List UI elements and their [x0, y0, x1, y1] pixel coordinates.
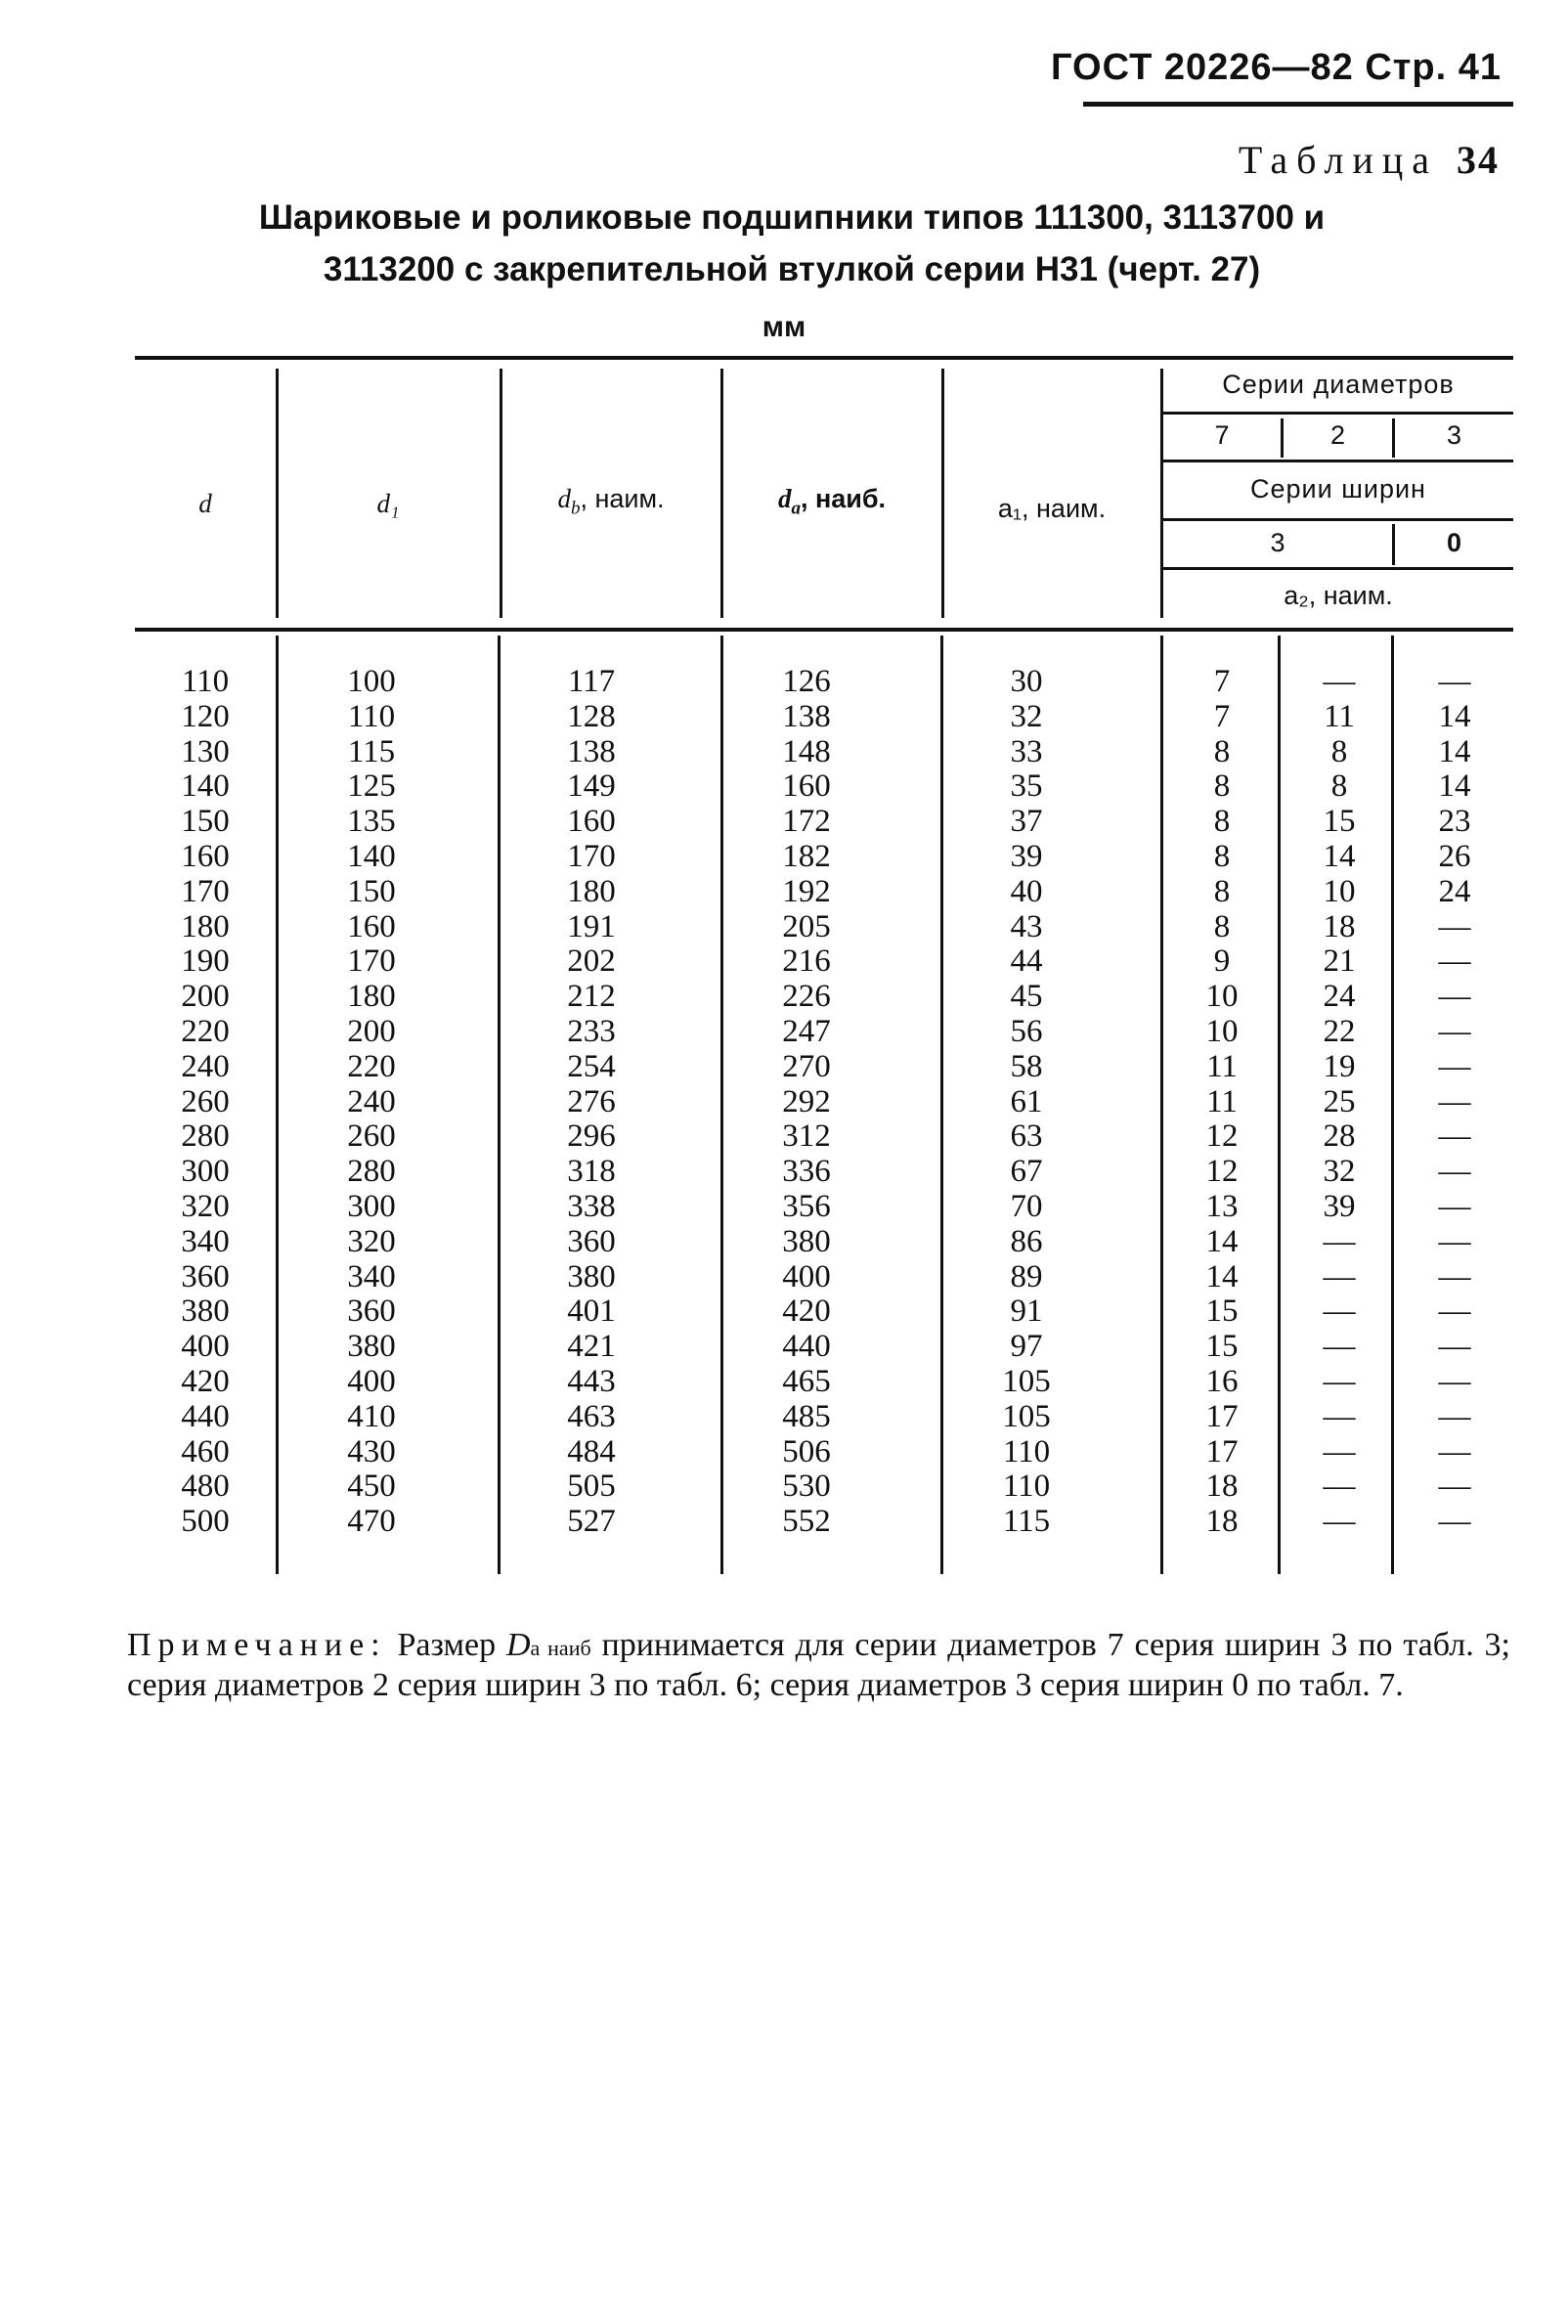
cell-s3: — [1438, 1118, 1471, 1155]
header-diam-3: 3 [1446, 420, 1462, 450]
cell-db: 202 [567, 943, 616, 980]
cell-d: 160 [181, 838, 230, 874]
cell-s7: 11 [1206, 1048, 1238, 1084]
cell-db: 276 [567, 1083, 616, 1119]
cell-s2: 21 [1323, 943, 1356, 980]
cell-s7: 17 [1205, 1398, 1239, 1434]
cell-s7: 12 [1205, 1118, 1239, 1155]
cell-s7: 15 [1205, 1329, 1239, 1365]
cell-da: 552 [782, 1504, 831, 1540]
body-vrule-5 [1160, 636, 1163, 1574]
cell-db: 128 [567, 698, 616, 734]
cell-s7: 8 [1213, 804, 1231, 840]
cell-d1: 400 [347, 1363, 396, 1399]
diam-values-rule [1163, 460, 1513, 462]
cell-s7: 8 [1213, 908, 1231, 944]
cell-d1: 280 [347, 1154, 396, 1190]
header-width-3: 3 [1270, 528, 1285, 557]
note-text-a: Размер [397, 1627, 497, 1663]
column-diam-2 [1290, 665, 1388, 1540]
column-diam-3 [1406, 665, 1503, 1540]
cell-s2: 15 [1323, 804, 1356, 840]
cell-d: 140 [181, 768, 230, 805]
cell-s2: 10 [1323, 873, 1356, 909]
cell-db: 233 [567, 1013, 616, 1049]
cell-d1: 430 [347, 1433, 396, 1469]
header-a1: a₁, наим. [997, 494, 1107, 523]
cell-da: 356 [782, 1188, 831, 1224]
cell-da: 126 [782, 664, 831, 699]
cell-s2: — [1323, 1294, 1356, 1330]
cell-s7: 9 [1213, 943, 1231, 980]
cell-s7: 15 [1205, 1294, 1239, 1330]
cell-d1: 380 [347, 1329, 396, 1365]
cell-s2: — [1323, 1329, 1356, 1365]
cell-d1: 220 [347, 1048, 396, 1084]
cell-a1: 86 [1010, 1223, 1043, 1259]
cell-a1: 35 [1010, 768, 1043, 805]
cell-a1: 45 [1010, 979, 1043, 1015]
cell-d: 440 [181, 1398, 230, 1434]
cell-da: 400 [782, 1258, 831, 1294]
cell-s3: — [1438, 1504, 1471, 1540]
cell-db: 191 [567, 908, 616, 944]
cell-d: 110 [181, 664, 230, 699]
diam-series-rule [1163, 412, 1513, 415]
cell-s7: 16 [1205, 1363, 1239, 1399]
title-line-1: Шариковые и роликовые подшипники типов 111300, 3113700 и [258, 198, 1326, 237]
header-d: d [198, 489, 212, 518]
cell-da: 485 [782, 1398, 831, 1434]
cell-a1: 33 [1010, 733, 1043, 769]
cell-s3: — [1438, 1329, 1471, 1365]
cell-s7: 12 [1205, 1154, 1239, 1190]
cell-d1: 170 [347, 943, 396, 980]
table-top-rule [135, 356, 1513, 360]
cell-s3: — [1438, 1294, 1471, 1330]
cell-a1: 44 [1010, 943, 1043, 980]
cell-da: 420 [782, 1294, 831, 1330]
cell-d: 220 [181, 1013, 230, 1049]
cell-a1: 63 [1010, 1118, 1043, 1155]
column-db [538, 665, 645, 1540]
cell-d: 200 [181, 979, 230, 1015]
cell-s2: 25 [1323, 1083, 1356, 1119]
cell-da: 292 [782, 1083, 831, 1119]
cell-s2: 14 [1323, 838, 1356, 874]
cell-db: 254 [567, 1048, 616, 1084]
cell-da: 226 [782, 979, 831, 1015]
cell-d: 360 [181, 1258, 230, 1294]
cell-d: 380 [181, 1294, 230, 1330]
cell-s3: — [1438, 943, 1471, 980]
header-diam-series: Серии диаметров [1222, 370, 1455, 399]
cell-db: 160 [567, 804, 616, 840]
cell-s3: — [1438, 1188, 1471, 1224]
cell-s2: 18 [1323, 908, 1356, 944]
width-values-rule [1163, 567, 1513, 570]
cell-d1: 320 [347, 1223, 396, 1259]
cell-s2: — [1323, 1223, 1356, 1259]
cell-d1: 450 [347, 1469, 396, 1505]
cell-d1: 340 [347, 1258, 396, 1294]
cell-s3: — [1438, 908, 1471, 944]
header-bottom-rule [135, 628, 1513, 632]
cell-s7: 18 [1205, 1469, 1239, 1505]
table-note [127, 1627, 1510, 1704]
cell-s2: 19 [1323, 1048, 1356, 1084]
cell-s3: 26 [1438, 838, 1471, 874]
cell-d: 500 [181, 1504, 230, 1540]
cell-d1: 115 [347, 733, 396, 769]
cell-s3: 24 [1438, 873, 1471, 909]
cell-da: 205 [782, 908, 831, 944]
cell-s3: — [1438, 1154, 1471, 1190]
cell-s2: — [1323, 1469, 1356, 1505]
note-D: D [505, 1627, 531, 1663]
cell-da: 172 [782, 804, 831, 840]
cell-s3: — [1438, 664, 1471, 699]
cell-s3: — [1438, 979, 1471, 1015]
body-vrule-6 [1278, 636, 1281, 1574]
cell-db: 421 [567, 1329, 616, 1365]
cell-d: 460 [181, 1433, 230, 1469]
cell-d1: 200 [347, 1013, 396, 1049]
cell-s3: 14 [1438, 768, 1471, 805]
cell-db: 212 [567, 979, 616, 1015]
table-no: 34 [1457, 138, 1500, 182]
cell-a1: 32 [1010, 698, 1043, 734]
cell-s7: 10 [1205, 1013, 1239, 1049]
cell-s2: 24 [1323, 979, 1356, 1015]
cell-d: 480 [181, 1469, 230, 1505]
cell-s2: 8 [1330, 733, 1348, 769]
cell-a1: 115 [1002, 1504, 1051, 1540]
cell-d: 340 [181, 1223, 230, 1259]
cell-s7: 17 [1205, 1433, 1239, 1469]
header-rule [1083, 102, 1513, 107]
cell-a1: 58 [1010, 1048, 1043, 1084]
cell-s2: — [1323, 1258, 1356, 1294]
cell-d: 190 [181, 943, 230, 980]
note-D-sub: a наиб [530, 1636, 591, 1660]
cell-s3: — [1438, 1048, 1471, 1084]
cell-da: 380 [782, 1223, 831, 1259]
cell-da: 192 [782, 873, 831, 909]
cell-d1: 180 [347, 979, 396, 1015]
cell-d: 120 [181, 698, 230, 734]
cell-s3: — [1438, 1083, 1471, 1119]
cell-d: 420 [181, 1363, 230, 1399]
note-label: Примечание: [127, 1627, 387, 1663]
cell-db: 117 [567, 664, 616, 699]
cell-d1: 410 [347, 1398, 396, 1434]
cell-a1: 110 [1002, 1469, 1051, 1505]
cell-a1: 110 [1002, 1433, 1051, 1469]
cell-s2: 32 [1323, 1154, 1356, 1190]
header-width-0: 0 [1446, 528, 1462, 557]
table-number [1239, 137, 1500, 183]
cell-db: 138 [567, 733, 616, 769]
cell-s7: 8 [1213, 733, 1231, 769]
cell-a1: 89 [1010, 1258, 1043, 1294]
cell-s2: 22 [1323, 1013, 1356, 1049]
cell-da: 160 [782, 768, 831, 805]
header-da: $d_a$, наиб. [777, 484, 887, 519]
cell-db: 380 [567, 1258, 616, 1294]
unit-label: мм [762, 311, 806, 343]
cell-d: 150 [181, 804, 230, 840]
column-d [152, 665, 259, 1540]
body-vrule-3 [720, 636, 723, 1574]
note-text-b: принимается для серии диаметров 7 серия ширин 3 по табл. 3; серия диаметров 2 серия ширин 3 по табл. 6; серия диаметров 3 серия ширин 0 по табл. 7. [127, 1627, 1511, 1703]
cell-s3: — [1438, 1013, 1471, 1049]
column-diam-7 [1178, 665, 1266, 1540]
cell-db: 149 [567, 768, 616, 805]
cell-s7: 8 [1213, 838, 1231, 874]
cell-s2: 39 [1323, 1188, 1356, 1224]
cell-d1: 140 [347, 838, 396, 874]
cell-db: 360 [567, 1223, 616, 1259]
cell-db: 318 [567, 1154, 616, 1190]
cell-d: 300 [181, 1154, 230, 1190]
cell-s2: 28 [1323, 1118, 1356, 1155]
running-head: ГОСТ 20226—82 Стр. 41 [1050, 47, 1502, 88]
cell-s7: 7 [1213, 664, 1231, 699]
cell-s3: — [1438, 1363, 1471, 1399]
cell-da: 506 [782, 1433, 831, 1469]
header-width-series: Серии ширин [1250, 474, 1426, 504]
cell-a1: 37 [1010, 804, 1043, 840]
cell-s2: — [1323, 664, 1356, 699]
cell-d1: 470 [347, 1504, 396, 1540]
cell-s7: 11 [1206, 1083, 1238, 1119]
cell-s3: — [1438, 1433, 1471, 1469]
cell-da: 247 [782, 1013, 831, 1049]
cell-s7: 14 [1205, 1258, 1239, 1294]
cell-a1: 43 [1010, 908, 1043, 944]
cell-d: 400 [181, 1329, 230, 1365]
header-diam-7: 7 [1214, 420, 1230, 450]
cell-db: 296 [567, 1118, 616, 1155]
cell-da: 440 [782, 1329, 831, 1365]
cell-s2: 8 [1330, 768, 1348, 805]
cell-a1: 40 [1010, 873, 1043, 909]
cell-s7: 8 [1213, 768, 1231, 805]
column-d1 [318, 665, 425, 1540]
cell-d: 240 [181, 1048, 230, 1084]
cell-da: 530 [782, 1469, 831, 1505]
cell-d1: 360 [347, 1294, 396, 1330]
cell-a1: 67 [1010, 1154, 1043, 1190]
body-vrule-7 [1391, 636, 1394, 1574]
cell-s2: — [1323, 1363, 1356, 1399]
cell-db: 180 [567, 873, 616, 909]
cell-s7: 14 [1205, 1223, 1239, 1259]
cell-s7: 10 [1205, 979, 1239, 1015]
cell-d1: 160 [347, 908, 396, 944]
cell-d1: 240 [347, 1083, 396, 1119]
cell-s2: — [1323, 1433, 1356, 1469]
body-vrule-4 [940, 636, 943, 1574]
cell-da: 465 [782, 1363, 831, 1399]
cell-db: 338 [567, 1188, 616, 1224]
cell-da: 138 [782, 698, 831, 734]
cell-d1: 260 [347, 1118, 396, 1155]
cell-a1: 97 [1010, 1329, 1043, 1365]
body-vrule-1 [276, 636, 279, 1574]
cell-s3: — [1438, 1398, 1471, 1434]
cell-d1: 100 [347, 664, 396, 699]
cell-s7: 13 [1205, 1188, 1239, 1224]
cell-s7: 8 [1213, 873, 1231, 909]
cell-d: 180 [181, 908, 230, 944]
cell-a1: 91 [1010, 1294, 1043, 1330]
cell-d: 130 [181, 733, 230, 769]
cell-d: 260 [181, 1083, 230, 1119]
header-d1: d₁ [376, 489, 400, 518]
header-diam-2: 2 [1329, 420, 1346, 450]
cell-da: 270 [782, 1048, 831, 1084]
cell-db: 170 [567, 838, 616, 874]
cell-da: 182 [782, 838, 831, 874]
table-title [137, 192, 1447, 295]
cell-s2: — [1323, 1398, 1356, 1434]
column-da [753, 665, 860, 1540]
cell-d: 170 [181, 873, 230, 909]
cell-s3: 14 [1438, 698, 1471, 734]
cell-s3: 23 [1438, 804, 1471, 840]
cell-d1: 135 [347, 804, 396, 840]
cell-s7: 7 [1213, 698, 1231, 734]
column-a1 [973, 665, 1080, 1540]
cell-d1: 300 [347, 1188, 396, 1224]
cell-db: 484 [567, 1433, 616, 1469]
header-db: $d_b$, наим. [557, 484, 665, 519]
cell-db: 527 [567, 1504, 616, 1540]
cell-da: 336 [782, 1154, 831, 1190]
cell-s2: 11 [1324, 698, 1355, 734]
cell-da: 148 [782, 733, 831, 769]
cell-a1: 39 [1010, 838, 1043, 874]
header-a2: a₂, наим. [1284, 581, 1393, 610]
cell-a1: 30 [1010, 664, 1043, 699]
body-vrule-2 [498, 636, 501, 1574]
cell-db: 443 [567, 1363, 616, 1399]
cell-a1: 61 [1010, 1083, 1043, 1119]
table-label: Таблица [1238, 138, 1438, 182]
cell-s7: 18 [1205, 1504, 1239, 1540]
cell-s3: — [1438, 1469, 1471, 1505]
width-series-rule [1163, 518, 1513, 521]
cell-a1: 70 [1010, 1188, 1043, 1224]
cell-s2: — [1323, 1504, 1356, 1540]
cell-s3: — [1438, 1258, 1471, 1294]
cell-a1: 56 [1010, 1013, 1043, 1049]
cell-da: 312 [782, 1118, 831, 1155]
cell-d: 280 [181, 1118, 230, 1155]
cell-d1: 110 [347, 698, 396, 734]
title-line-2: 3113200 с закрепительной втулкой серии Н31 (черт. 27) [323, 250, 1261, 288]
cell-d: 320 [181, 1188, 230, 1224]
cell-db: 505 [567, 1469, 616, 1505]
cell-da: 216 [782, 943, 831, 980]
cell-d1: 150 [347, 873, 396, 909]
cell-a1: 105 [1002, 1398, 1051, 1434]
cell-s3: 14 [1438, 733, 1471, 769]
cell-s3: — [1438, 1223, 1471, 1259]
cell-db: 401 [567, 1294, 616, 1330]
cell-a1: 105 [1002, 1363, 1051, 1399]
cell-d1: 125 [347, 768, 396, 805]
cell-db: 463 [567, 1398, 616, 1434]
